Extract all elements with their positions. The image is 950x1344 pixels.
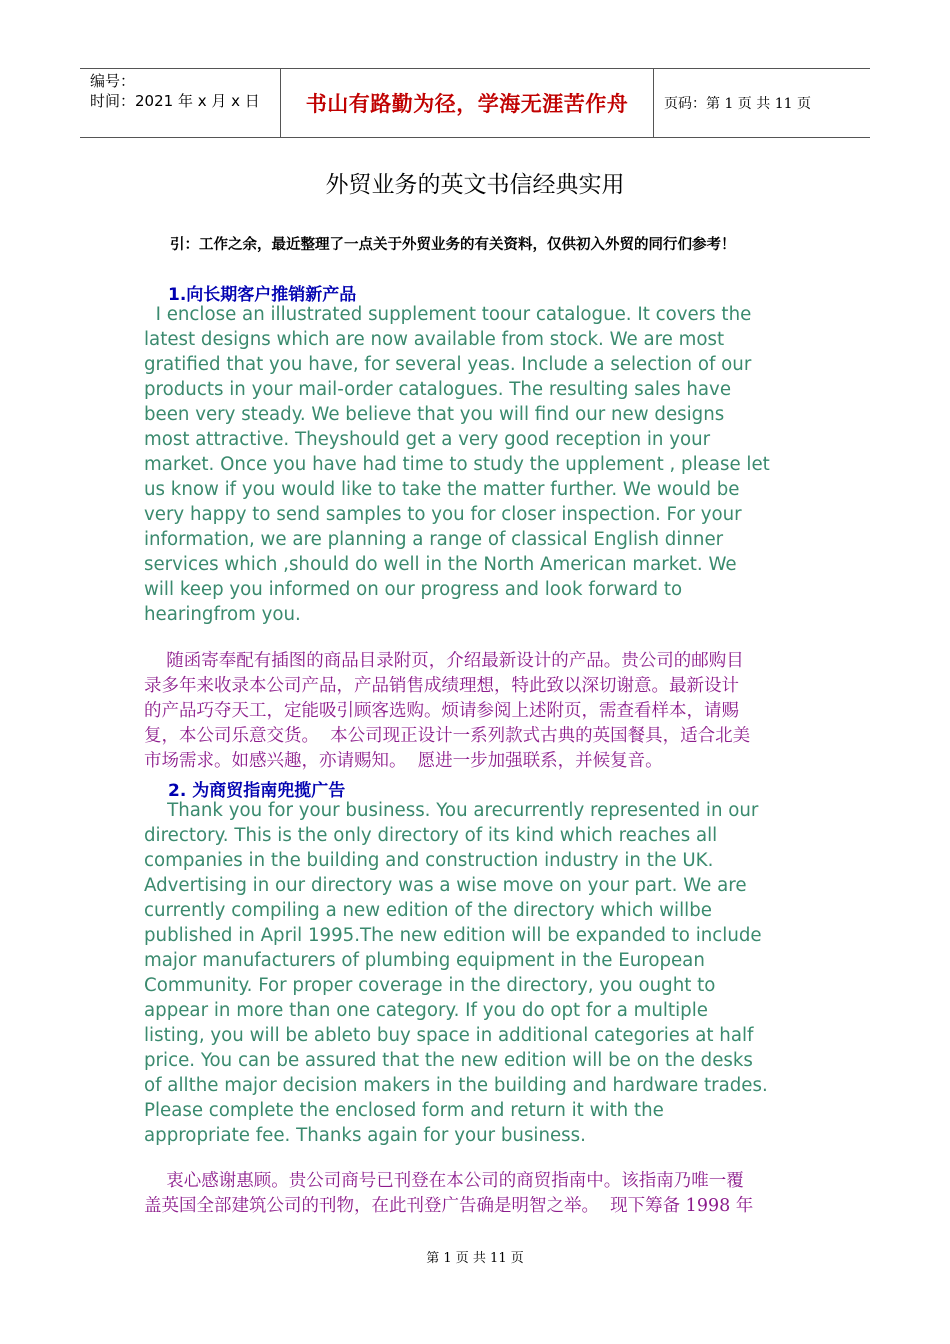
section-1-english [144, 302, 809, 627]
english-text-line: products in your mail-order catalogues. The resulting sales have [144, 379, 732, 400]
section-2-chinese [144, 1169, 809, 1219]
document-title: 外贸业务的英文书信经典实用 [325, 172, 625, 198]
english-text-line: most attractive. Theyshould get a very good reception in your [144, 429, 711, 450]
header-page-cell [654, 69, 870, 137]
section-2-heading: 2. 为商贸指南兜揽广告 [168, 781, 346, 801]
time-label: 时间：2021 年 x 月 x 日 [90, 92, 260, 110]
english-text-line: hearingfrom you. [144, 604, 301, 625]
page-code: 页码：第 1 页 共 11 页 [664, 96, 811, 112]
english-text-line: Community. For proper coverage in the directory, you ought to [144, 975, 716, 996]
english-text-line: latest designs which are now available from stock. We are most [144, 329, 725, 350]
page-footer: 第 1 页 共 11 页 [426, 1251, 524, 1266]
chinese-text-line: 盖英国全部建筑公司的刊物，在此刊登广告确是明智之举。 现下筹备 1998 年 [144, 1196, 754, 1216]
english-text-line: market. Once you have had time to study the upplement , please let [144, 454, 770, 475]
english-text-line: Please complete the enclosed form and return it with the [144, 1100, 664, 1121]
english-text-line: of allthe major decision makers in the building and hardware trades. [144, 1075, 768, 1096]
intro-text: 引：工作之余，最近整理了一点关于外贸业务的有关资料，仅供初入外贸的同行们参考！ [170, 237, 736, 253]
section-2-english [144, 798, 809, 1148]
english-text-line: information, we are planning a range of classical English dinner [144, 529, 724, 550]
header-motto-cell [281, 69, 654, 137]
chinese-text-line: 的产品巧夺天工，定能吸引顾客选购。烦请参阅上述附页，需查看样本，请赐 [144, 701, 739, 721]
english-text-line: appropriate fee. Thanks again for your business. [144, 1125, 586, 1146]
english-text-line: Thank you for your business. You arecurrently represented in our [144, 800, 759, 821]
motto: 书山有路勤为径，学海无涯苦作舟 [305, 92, 629, 116]
english-text-line: us know if you would like to take the matter further. We would be [144, 479, 740, 500]
chinese-text-line: 录多年来收录本公司产品，产品销售成绩理想，特此致以深切谢意。最新设计 [144, 676, 739, 696]
english-text-line: published in April 1995.The new edition will be expanded to include [144, 925, 762, 946]
header-info-cell [80, 69, 281, 137]
chinese-text-line: 复，本公司乐意交货。 本公司现正设计一系列款式古典的英国餐具，适合北美 [144, 726, 751, 746]
english-text-line: major manufacturers of plumbing equipment in the European [144, 950, 705, 971]
english-text-line: services which ,should do well in the North American market. We [144, 554, 737, 575]
english-text-line: will keep you informed on our progress and look forward to [144, 579, 683, 600]
chinese-text-line: 随函寄奉配有插图的商品目录附页，介绍最新设计的产品。贵公司的邮购目 [144, 651, 744, 671]
english-text-line: very happy to send samples to you for closer inspection. For your [144, 504, 742, 525]
english-text-line: I enclose an illustrated supplement toour catalogue. It covers the [144, 304, 752, 325]
english-text-line: Advertising in our directory was a wise move on your part. We are [144, 875, 747, 896]
english-text-line: been very steady. We believe that you will find our new designs [144, 404, 725, 425]
number-label: 编号： [90, 72, 136, 90]
english-text-line: price. You can be assured that the new edition will be on the desks [144, 1050, 753, 1071]
section-1-heading: 1.向长期客户推销新产品 [168, 285, 357, 305]
english-text-line: currently compiling a new edition of the directory which willbe [144, 900, 712, 921]
section-1-chinese [144, 649, 809, 774]
english-text-line: companies in the building and construction industry in the UK. [144, 850, 714, 871]
english-text-line: gratified that you have, for several yeas. Include a selection of our [144, 354, 752, 375]
header-table [80, 68, 870, 138]
english-text-line: listing, you will be ableto buy space in additional categories at half [144, 1025, 754, 1046]
english-text-line: appear in more than one category. If you do opt for a multiple [144, 1000, 708, 1021]
english-text-line: directory. This is the only directory of its kind which reaches all [144, 825, 718, 846]
chinese-text-line: 市场需求。如感兴趣，亦请赐知。 愿进一步加强联系，并候复音。 [144, 751, 663, 771]
chinese-text-line: 衷心感谢惠顾。贵公司商号已刊登在本公司的商贸指南中。该指南乃唯一覆 [144, 1171, 744, 1191]
